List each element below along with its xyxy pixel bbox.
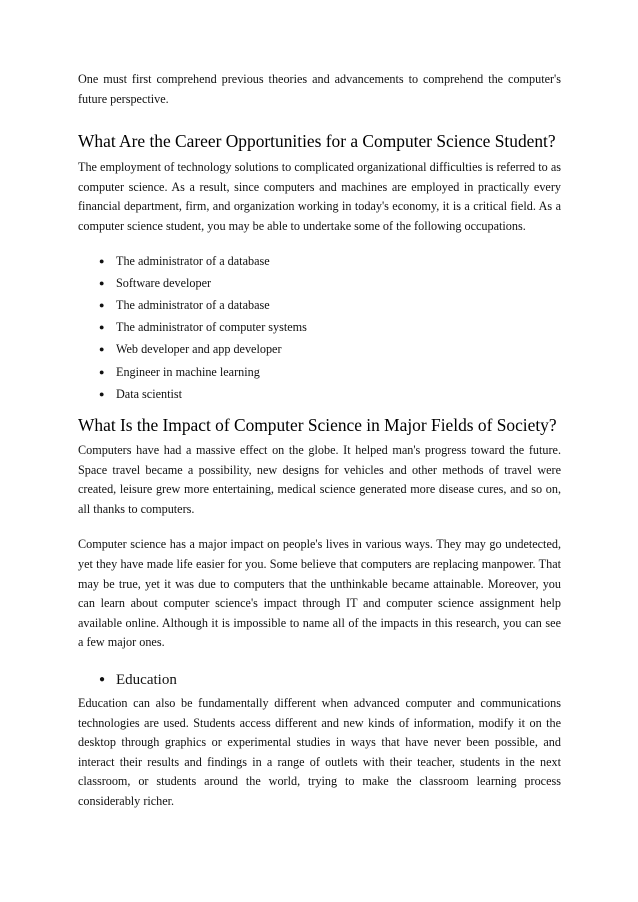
occupations-list [78,250,561,405]
bullet-icon: ● [99,255,105,266]
bullet-icon: ● [99,277,105,288]
list-item [78,361,561,383]
list-item [78,272,561,294]
list-item-label: Software developer [116,275,212,290]
document-page [78,70,561,811]
list-item-label: The administrator of computer systems [116,320,307,335]
list-item [78,383,561,405]
bullet-icon: ● [99,366,105,377]
bullet-icon: ● [99,388,105,399]
list-item-label: Web developer and app developer [116,342,282,357]
education-subheading [78,670,561,690]
list-item [78,294,561,316]
impact-heading: What Is the Impact of Computer Science in Major Fields of Society? [78,414,557,435]
list-item [78,316,561,338]
career-opportunities-heading: What Are the Career Opportunities for a Computer Science Student? [78,131,556,152]
bullet-icon: ● [99,673,106,685]
list-item-label: Data scientist [116,386,182,401]
list-item-label: The administrator of a database [116,253,270,268]
list-item [78,338,561,360]
education-subheading-label: Education [116,671,177,688]
education-paragraph: Education can also be fundamentally different when advanced computer and communications technologies are used. Students access different and new kinds of information, modify it on the desktop through graphics or experimental studies in ways that have never been possible, and interact their results and findings in a range of outlets with their teacher, students in the next classroom, or students around the world, trying to make the classroom learning process considerably richer. [78,695,561,808]
bullet-icon: ● [99,344,105,355]
intro-paragraph: One must first comprehend previous theories and advancements to comprehend the computer's future perspective. [78,72,561,106]
bullet-icon: ● [99,322,105,333]
list-item [78,250,561,272]
career-paragraph: The employment of technology solutions to complicated organizational difficulties is referred to as computer science. As a result, since computers and machines are employed in practically every financial department, firm, and organization working in today's economy, it is a critical field. As a computer science student, you may be able to undertake some of the following occupations. [78,160,561,233]
impact-paragraph-1: Computers have had a massive effect on the globe. It helped man's progress toward the future. Space travel became a possibility, new designs for vehicles and other methods of travel were created, leisure grew more entertaining, medical science generated more disease cures, and so on, all thanks to computers. [78,442,561,516]
list-item-label: Engineer in machine learning [116,364,260,379]
list-item-label: The administrator of a database [116,297,270,312]
impact-paragraph-2: Computer science has a major impact on people's lives in various ways. They may go undetected, yet they have made life easier for you. Some believe that computers are replacing manpower. That may be true, yet it was due to computers that the unthinkable became attainable. Moreover, you can learn about computer science's impact through IT and computer science assignment help available online. Although it is impossible to name all of the impacts in this research, you can see a few major ones. [78,537,561,650]
bullet-icon: ● [99,299,105,310]
